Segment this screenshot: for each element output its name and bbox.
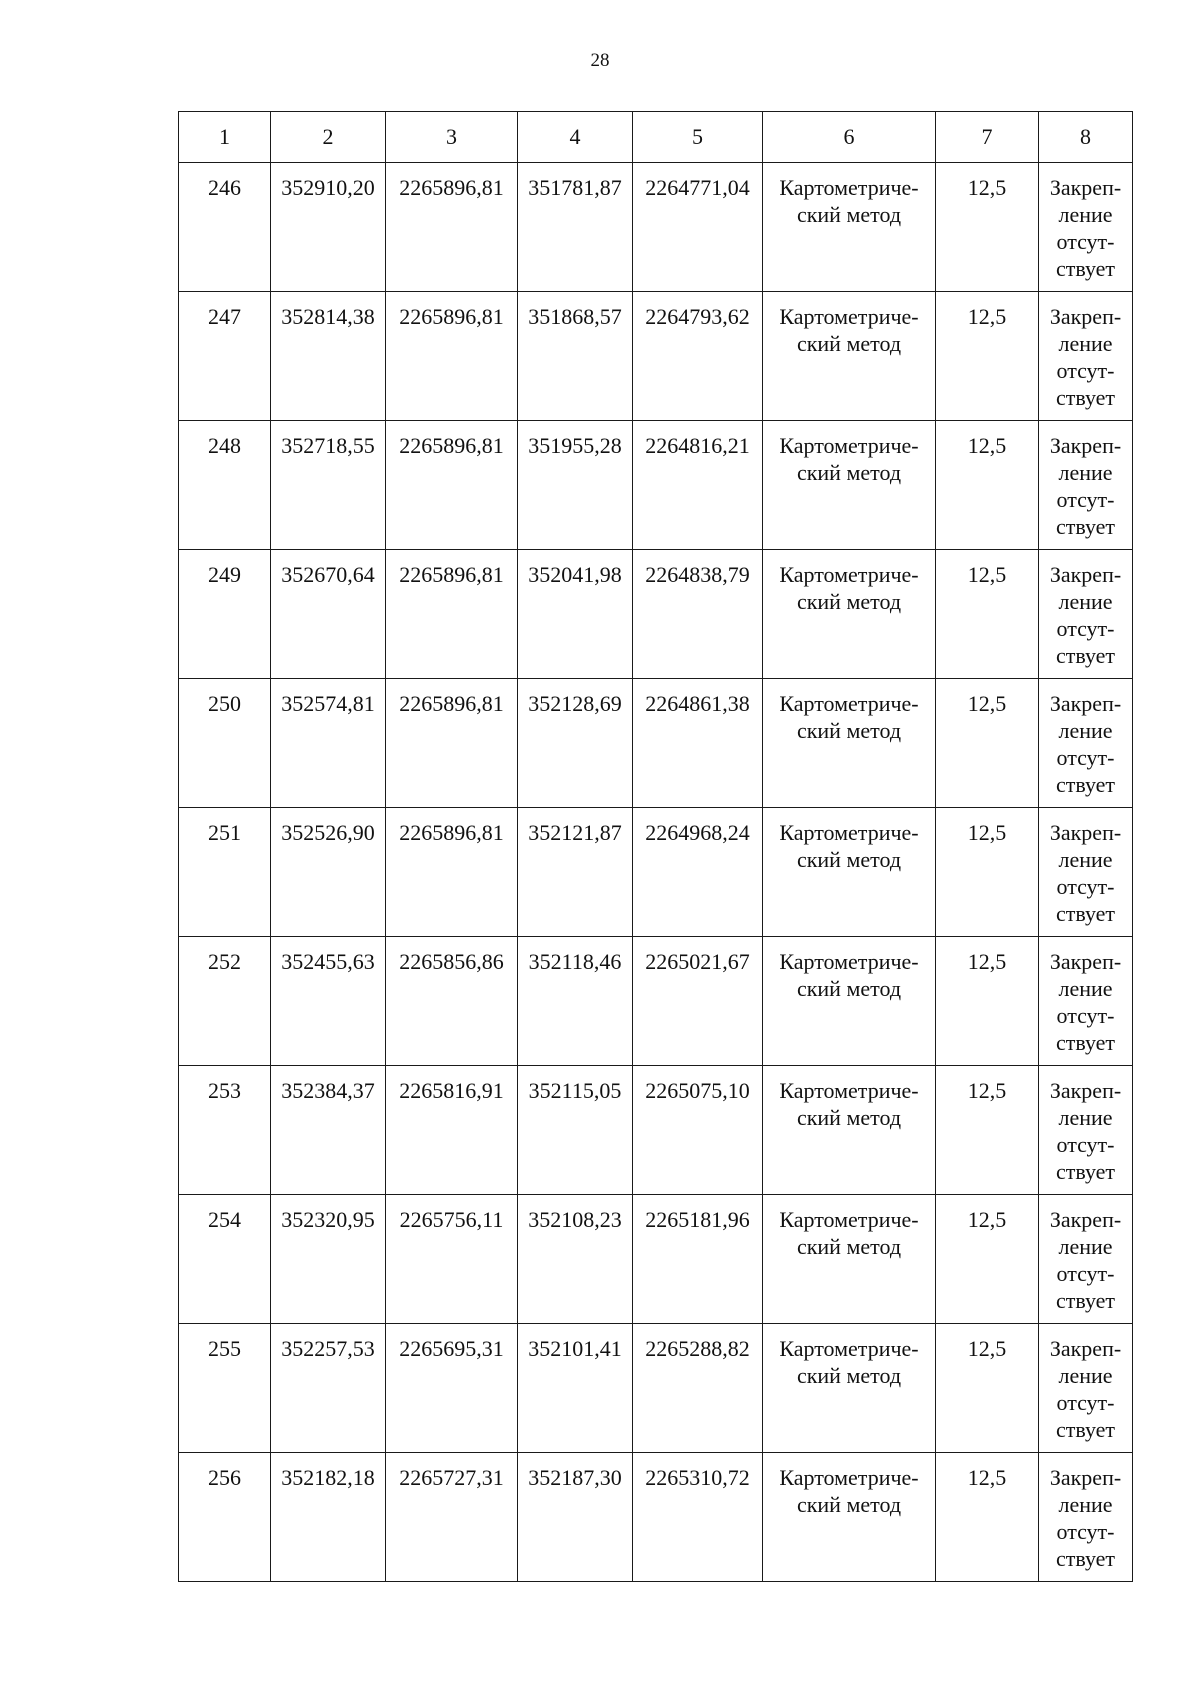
fixing-line: Закреп- bbox=[1049, 562, 1122, 587]
cell-y1: 2265896,81 bbox=[386, 679, 518, 808]
cell-point: 250 bbox=[179, 679, 271, 808]
fixing-line: ствует bbox=[1055, 1546, 1116, 1571]
cell-method bbox=[763, 421, 936, 550]
cell-point: 249 bbox=[179, 550, 271, 679]
cell-point: 253 bbox=[179, 1066, 271, 1195]
cell-x2: 352128,69 bbox=[518, 679, 633, 808]
cell-method bbox=[763, 679, 936, 808]
method-line: ский метод bbox=[796, 589, 902, 614]
method-line: Картометриче- bbox=[779, 1336, 919, 1361]
fixing-line: ствует bbox=[1055, 1030, 1116, 1055]
fixing-line: Закреп- bbox=[1049, 949, 1122, 974]
cell-fixing bbox=[1039, 550, 1133, 679]
fixing-line: отсут- bbox=[1056, 874, 1115, 899]
cell-fixing bbox=[1039, 1195, 1133, 1324]
table-row bbox=[179, 808, 1133, 937]
cell-y1: 2265896,81 bbox=[386, 292, 518, 421]
cell-x1: 352910,20 bbox=[271, 163, 386, 292]
column-header-7: 7 bbox=[936, 112, 1039, 163]
cell-y1: 2265896,81 bbox=[386, 163, 518, 292]
fixing-line: отсут- bbox=[1056, 1261, 1115, 1286]
fixing-line: Закреп- bbox=[1049, 1465, 1122, 1490]
cell-x2: 352121,87 bbox=[518, 808, 633, 937]
cell-x1: 352257,53 bbox=[271, 1324, 386, 1453]
cell-fixing bbox=[1039, 292, 1133, 421]
cell-x2: 352041,98 bbox=[518, 550, 633, 679]
method-line: ский метод bbox=[796, 202, 902, 227]
table-header-row bbox=[179, 112, 1133, 163]
fixing-line: ствует bbox=[1055, 1159, 1116, 1184]
fixing-line: ление bbox=[1058, 1363, 1113, 1388]
cell-x2: 352101,41 bbox=[518, 1324, 633, 1453]
column-header-6: 6 bbox=[763, 112, 936, 163]
fixing-line: Закреп- bbox=[1049, 175, 1122, 200]
cell-method bbox=[763, 163, 936, 292]
cell-y2: 2264816,21 bbox=[633, 421, 763, 550]
cell-accuracy: 12,5 bbox=[936, 1195, 1039, 1324]
fixing-line: ление bbox=[1058, 202, 1113, 227]
table-row bbox=[179, 421, 1133, 550]
cell-point: 246 bbox=[179, 163, 271, 292]
table-row bbox=[179, 550, 1133, 679]
cell-method bbox=[763, 1195, 936, 1324]
method-line: Картометриче- bbox=[779, 1207, 919, 1232]
method-line: Картометриче- bbox=[779, 691, 919, 716]
column-header-2: 2 bbox=[271, 112, 386, 163]
cell-y2: 2264793,62 bbox=[633, 292, 763, 421]
method-line: ский метод bbox=[796, 1234, 902, 1259]
fixing-line: ление bbox=[1058, 1234, 1113, 1259]
cell-fixing bbox=[1039, 1066, 1133, 1195]
method-line: ский метод bbox=[796, 1363, 902, 1388]
cell-method bbox=[763, 808, 936, 937]
fixing-line: отсут- bbox=[1056, 745, 1115, 770]
cell-accuracy: 12,5 bbox=[936, 163, 1039, 292]
cell-y2: 2265288,82 bbox=[633, 1324, 763, 1453]
cell-x2: 351781,87 bbox=[518, 163, 633, 292]
table-row bbox=[179, 1066, 1133, 1195]
cell-x1: 352384,37 bbox=[271, 1066, 386, 1195]
fixing-line: ление bbox=[1058, 1492, 1113, 1517]
method-line: Картометриче- bbox=[779, 304, 919, 329]
cell-x1: 352814,38 bbox=[271, 292, 386, 421]
cell-accuracy: 12,5 bbox=[936, 1324, 1039, 1453]
fixing-line: ствует bbox=[1055, 643, 1116, 668]
cell-x1: 352670,64 bbox=[271, 550, 386, 679]
column-header-3: 3 bbox=[386, 112, 518, 163]
table-row bbox=[179, 679, 1133, 808]
cell-y1: 2265727,31 bbox=[386, 1453, 518, 1582]
fixing-line: отсут- bbox=[1056, 1132, 1115, 1157]
fixing-line: отсут- bbox=[1056, 487, 1115, 512]
cell-x2: 351868,57 bbox=[518, 292, 633, 421]
method-line: Картометриче- bbox=[779, 1078, 919, 1103]
method-line: ский метод bbox=[796, 1105, 902, 1130]
fixing-line: отсут- bbox=[1056, 358, 1115, 383]
cell-method bbox=[763, 1453, 936, 1582]
cell-y2: 2265310,72 bbox=[633, 1453, 763, 1582]
fixing-line: ление bbox=[1058, 460, 1113, 485]
cell-y2: 2264861,38 bbox=[633, 679, 763, 808]
fixing-line: ление bbox=[1058, 718, 1113, 743]
table-row bbox=[179, 937, 1133, 1066]
cell-accuracy: 12,5 bbox=[936, 421, 1039, 550]
method-line: Картометриче- bbox=[779, 949, 919, 974]
cell-x2: 352118,46 bbox=[518, 937, 633, 1066]
fixing-line: Закреп- bbox=[1049, 1207, 1122, 1232]
cell-method bbox=[763, 292, 936, 421]
method-line: Картометриче- bbox=[779, 562, 919, 587]
fixing-line: Закреп- bbox=[1049, 1078, 1122, 1103]
cell-y1: 2265695,31 bbox=[386, 1324, 518, 1453]
cell-method bbox=[763, 937, 936, 1066]
fixing-line: ствует bbox=[1055, 1417, 1116, 1442]
fixing-line: отсут- bbox=[1056, 1519, 1115, 1544]
method-line: Картометриче- bbox=[779, 433, 919, 458]
method-line: ский метод bbox=[796, 976, 902, 1001]
column-header-1: 1 bbox=[179, 112, 271, 163]
cell-y2: 2264838,79 bbox=[633, 550, 763, 679]
table-row bbox=[179, 163, 1133, 292]
cell-y2: 2264771,04 bbox=[633, 163, 763, 292]
cell-x1: 352526,90 bbox=[271, 808, 386, 937]
cell-accuracy: 12,5 bbox=[936, 937, 1039, 1066]
method-line: ский метод bbox=[796, 460, 902, 485]
table-row bbox=[179, 1195, 1133, 1324]
method-line: Картометриче- bbox=[779, 820, 919, 845]
cell-method bbox=[763, 1066, 936, 1195]
fixing-line: Закреп- bbox=[1049, 820, 1122, 845]
cell-x2: 351955,28 bbox=[518, 421, 633, 550]
cell-fixing bbox=[1039, 1453, 1133, 1582]
cell-accuracy: 12,5 bbox=[936, 550, 1039, 679]
cell-y1: 2265756,11 bbox=[386, 1195, 518, 1324]
cell-fixing bbox=[1039, 679, 1133, 808]
cell-x2: 352187,30 bbox=[518, 1453, 633, 1582]
column-header-4: 4 bbox=[518, 112, 633, 163]
fixing-line: ствует bbox=[1055, 1288, 1116, 1313]
cell-y2: 2265075,10 bbox=[633, 1066, 763, 1195]
cell-y1: 2265896,81 bbox=[386, 550, 518, 679]
table-row bbox=[179, 292, 1133, 421]
fixing-line: Закреп- bbox=[1049, 1336, 1122, 1361]
method-line: Картометриче- bbox=[779, 1465, 919, 1490]
fixing-line: отсут- bbox=[1056, 1390, 1115, 1415]
cell-point: 248 bbox=[179, 421, 271, 550]
cell-y2: 2264968,24 bbox=[633, 808, 763, 937]
method-line: Картометриче- bbox=[779, 175, 919, 200]
cell-method bbox=[763, 1324, 936, 1453]
cell-point: 251 bbox=[179, 808, 271, 937]
cell-accuracy: 12,5 bbox=[936, 292, 1039, 421]
cell-point: 256 bbox=[179, 1453, 271, 1582]
cell-point: 247 bbox=[179, 292, 271, 421]
cell-point: 255 bbox=[179, 1324, 271, 1453]
cell-accuracy: 12,5 bbox=[936, 1066, 1039, 1195]
cell-y1: 2265816,91 bbox=[386, 1066, 518, 1195]
fixing-line: ствует bbox=[1055, 514, 1116, 539]
cell-fixing bbox=[1039, 808, 1133, 937]
cell-x1: 352455,63 bbox=[271, 937, 386, 1066]
cell-x1: 352320,95 bbox=[271, 1195, 386, 1324]
table-body bbox=[179, 163, 1133, 1582]
cell-point: 254 bbox=[179, 1195, 271, 1324]
fixing-line: Закреп- bbox=[1049, 691, 1122, 716]
method-line: ский метод bbox=[796, 847, 902, 872]
cell-accuracy: 12,5 bbox=[936, 1453, 1039, 1582]
page-number: 28 bbox=[590, 50, 610, 71]
fixing-line: ление bbox=[1058, 589, 1113, 614]
fixing-line: ствует bbox=[1055, 385, 1116, 410]
fixing-line: ление bbox=[1058, 331, 1113, 356]
cell-y2: 2265021,67 bbox=[633, 937, 763, 1066]
cell-y2: 2265181,96 bbox=[633, 1195, 763, 1324]
fixing-line: ление bbox=[1058, 976, 1113, 1001]
fixing-line: ление bbox=[1058, 1105, 1113, 1130]
cell-accuracy: 12,5 bbox=[936, 808, 1039, 937]
fixing-line: Закреп- bbox=[1049, 433, 1122, 458]
fixing-line: отсут- bbox=[1056, 229, 1115, 254]
cell-fixing bbox=[1039, 937, 1133, 1066]
cell-fixing bbox=[1039, 1324, 1133, 1453]
method-line: ский метод bbox=[796, 718, 902, 743]
fixing-line: отсут- bbox=[1056, 616, 1115, 641]
fixing-line: отсут- bbox=[1056, 1003, 1115, 1028]
cell-x1: 352718,55 bbox=[271, 421, 386, 550]
cell-y1: 2265896,81 bbox=[386, 808, 518, 937]
cell-x2: 352115,05 bbox=[518, 1066, 633, 1195]
table-row bbox=[179, 1453, 1133, 1582]
column-header-5: 5 bbox=[633, 112, 763, 163]
cell-fixing bbox=[1039, 163, 1133, 292]
fixing-line: ствует bbox=[1055, 772, 1116, 797]
cell-fixing bbox=[1039, 421, 1133, 550]
cell-y1: 2265896,81 bbox=[386, 421, 518, 550]
method-line: ский метод bbox=[796, 1492, 902, 1517]
fixing-line: Закреп- bbox=[1049, 304, 1122, 329]
cell-method bbox=[763, 550, 936, 679]
cell-x2: 352108,23 bbox=[518, 1195, 633, 1324]
column-header-8: 8 bbox=[1039, 112, 1133, 163]
coordinates-table bbox=[178, 111, 1133, 1582]
fixing-line: ствует bbox=[1055, 901, 1116, 926]
cell-x1: 352182,18 bbox=[271, 1453, 386, 1582]
fixing-line: ствует bbox=[1055, 256, 1116, 281]
table-row bbox=[179, 1324, 1133, 1453]
cell-point: 252 bbox=[179, 937, 271, 1066]
cell-y1: 2265856,86 bbox=[386, 937, 518, 1066]
cell-accuracy: 12,5 bbox=[936, 679, 1039, 808]
method-line: ский метод bbox=[796, 331, 902, 356]
fixing-line: ление bbox=[1058, 847, 1113, 872]
cell-x1: 352574,81 bbox=[271, 679, 386, 808]
